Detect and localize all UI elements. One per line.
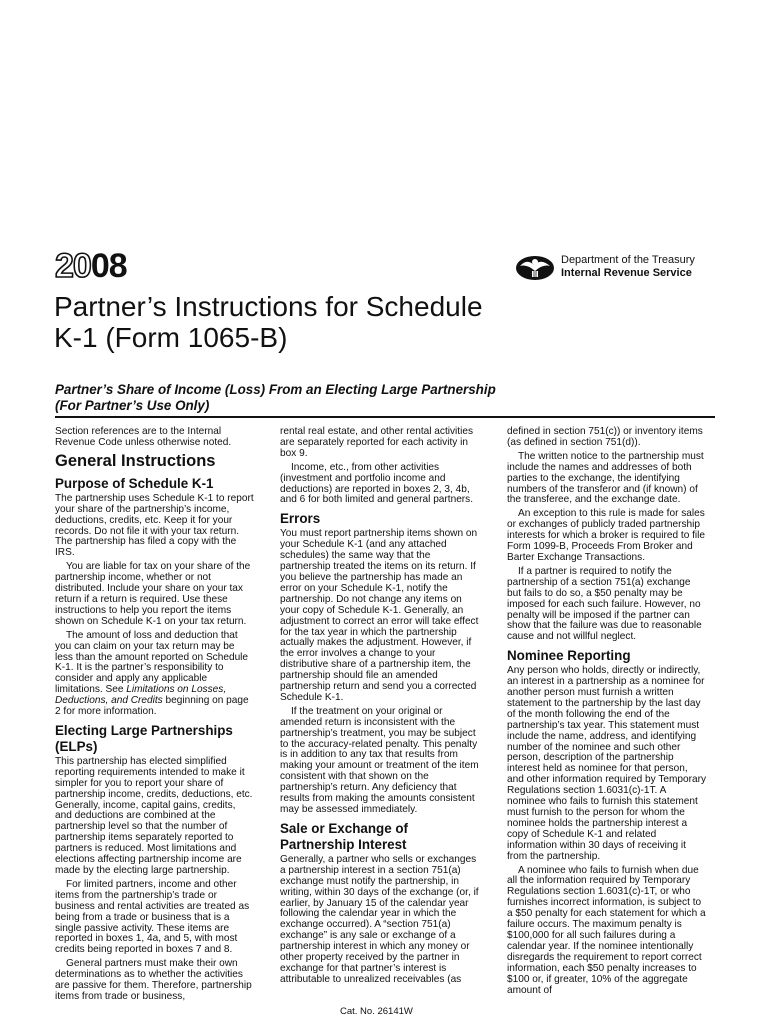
agency-block [514,252,744,282]
paragraph: A nominee who fails to furnish when due all the information required by Temporary Regulations section 1.6031(c)-1T, or who furnishes incorrect information, is subject to a $50 penalty for each statement for which a failure occurs. The maximum penalty is $100,000 for all such failures during a calendar year. If the nominee intentionally disregards the requirement to report correct information, each $50 penalty increases to $100 or, if greater, 10% of the aggregate amount of [507,864,706,996]
paragraph: This partnership has elected simplified reporting requirements intended to make it simpler for you to report your share of partnership income, credits, deductions, etc. Generally, income, capital gains, credits, and deductions are combined at the partnership level so that the number of partnership items separately reported to partners is reduced. Most limitations and elections affecting partnership income are made by the electing large partnership. [55,755,253,876]
page-subtitle [55,382,715,414]
text-run: The amount of loss and deduction that you can claim on your tax return may be less than the amount reported on Schedule K-1. It is the partner’s responsibility to consider and apply any applicable limitations. See [55,629,249,696]
subheading-sale-or-exchange: Sale or Exchange of Partnership Interest [280,820,408,852]
header-divider [55,416,715,418]
catalog-number: Cat. No. 26141W [340,1006,413,1017]
cross-reference: Limitations on Losses, Deductions, and Credits [55,684,227,707]
paragraph: General partners must make their own determinations as to whether the activities are passive for them. Therefore, partnership items from trade or business, [55,958,252,1002]
text-column-2 [280,427,480,989]
paragraph: Income, etc., from other activities (investment and portfolio income and deductions) are reported in boxes 2, 3, 4b, and 6 for both limited and general partners. [280,461,474,506]
paragraph [55,631,255,718]
tax-year [55,249,127,283]
paragraph: defined in section 751(c)) or inventory items (as defined in section 751(d)). [507,426,703,448]
subtitle-line: (For Partner’s Use Only) [55,398,210,413]
page-title: Partner’s Instructions for Schedule K-1 (Form 1065-B) [54,291,483,353]
subheading-nominee-reporting: Nominee Reporting [507,648,631,664]
text-run: beginning on page 2 for more information. [55,695,249,718]
agency-service: Internal Revenue Service [561,267,692,279]
irs-eagle-logo-icon [514,252,556,282]
paragraph: Any person who holds, directly or indirectly, an interest in a partnership as a nominee for another person must furnish a written statement to the partnership by the last day of the month following the end of the partnership’s tax year. This statement must include the name, address, and identifying number of the nominee and such other person, description of the partnership interest held as nominee for that person, and other information required by Temporary Regulations section 1.6031(c)-1T. A nominee who fails to furnish this statement must furnish to the person for whom the nominee holds the partnership interest a copy of Schedule K-1 and related information within 30 days of receiving it from the partnership. [507,665,706,862]
paragraph: Generally, a partner who sells or exchanges a partnership interest in a section 751(a) exchange must notify the partnership, in writing, within 30 days of the exchange (or, if earlier, by January 15 of the calendar year following the calendar year in which the exchange occurred). A “section 751(a) exchange” is any sale or exchange of a partnership interest in which any money or other property received by the partner in exchange for that partner’s interest is attributable to unrealized receivables (as [280,853,479,985]
section-heading-general-instructions: General Instructions [55,451,216,470]
paragraph: You must report partnership items shown on your Schedule K-1 (and any attached schedules) the same way that the partnership treated the items on its return. If you believe the partnership has made an error on your Schedule K-1, notify the partnership. Do not change any items on your copy of Schedule K-1. Generally, an adjustment to correct an error will take effect for the tax year in which the partnership actually makes the adjustment. However, if the error involves a change to your distributive share of a partnership item, the partnership should file an amended partnership return and send you a corrected Schedule K-1. [280,528,479,703]
paragraph: If the treatment on your original or amended return is inconsistent with the partnership’s treatment, you may be subject to the accuracy-related penalty. This penalty is in addition to any tax that results from making your amount or treatment of the item consistent with that shown on the partnership’s return. Any deficiency that results from making the amounts consistent may be assessed immediately. [280,705,479,815]
subheading-purpose: Purpose of Schedule K-1 [55,475,214,491]
text-column-1 [55,427,255,1006]
subtitle-line: Partner’s Share of Income (Loss) From an Electing Large Partnership [55,382,496,397]
subheading-elps: Electing Large Partnerships (ELPs) [55,722,233,754]
paragraph: For limited partners, income and other items from the partnership’s trade or business and rental activities are treated as being from a trade or business that is a single passive activity. These items are reported in boxes 1, 4a, and 5, with most credits being reported in boxes 7 and 8. [55,878,250,956]
text-column-3 [507,427,707,999]
paragraph: Section references are to the Internal Revenue Code unless otherwise noted. [55,426,232,448]
paragraph: The partnership uses Schedule K-1 to report your share of the partnership’s income, deductions, credits, etc. Keep it for your records. Do not file it with your tax return. The partnership has filed a copy with the IRS. [55,492,254,559]
agency-department: Department of the Treasury [561,254,695,266]
agency-name [561,254,695,280]
tax-year-prefix: 20 [55,247,91,285]
paragraph: You are liable for tax on your share of the partnership income, whether or not distributed. Include your share on your tax return if a return is required. Use these instructions to help you report the items shown on Schedule K-1 on your tax return. [55,561,251,627]
paragraph: rental real estate, and other rental activities are separately reported for each activity in box 9. [280,426,474,459]
paragraph: If a partner is required to notify the partnership of a section 751(a) exchange but fails to do so, a $50 penalty may be imposed for each such failure. However, no penalty will be imposed if the partner can show that the failure was due to reasonable cause and not willful neglect. [507,565,702,643]
paragraph: The written notice to the partnership must include the names and addresses of both parties to the exchange, the identifying numbers of the transferor and (if known) of the transferee, and the exchange date. [507,450,704,506]
paragraph: An exception to this rule is made for sales or exchanges of publicly traded partnership interests for which a broker is required to file Form 1099-B, Proceeds From Broker and Barter Exchange Transactions. [507,508,706,563]
tax-year-suffix: 08 [90,247,127,285]
subheading-errors: Errors [280,511,321,527]
